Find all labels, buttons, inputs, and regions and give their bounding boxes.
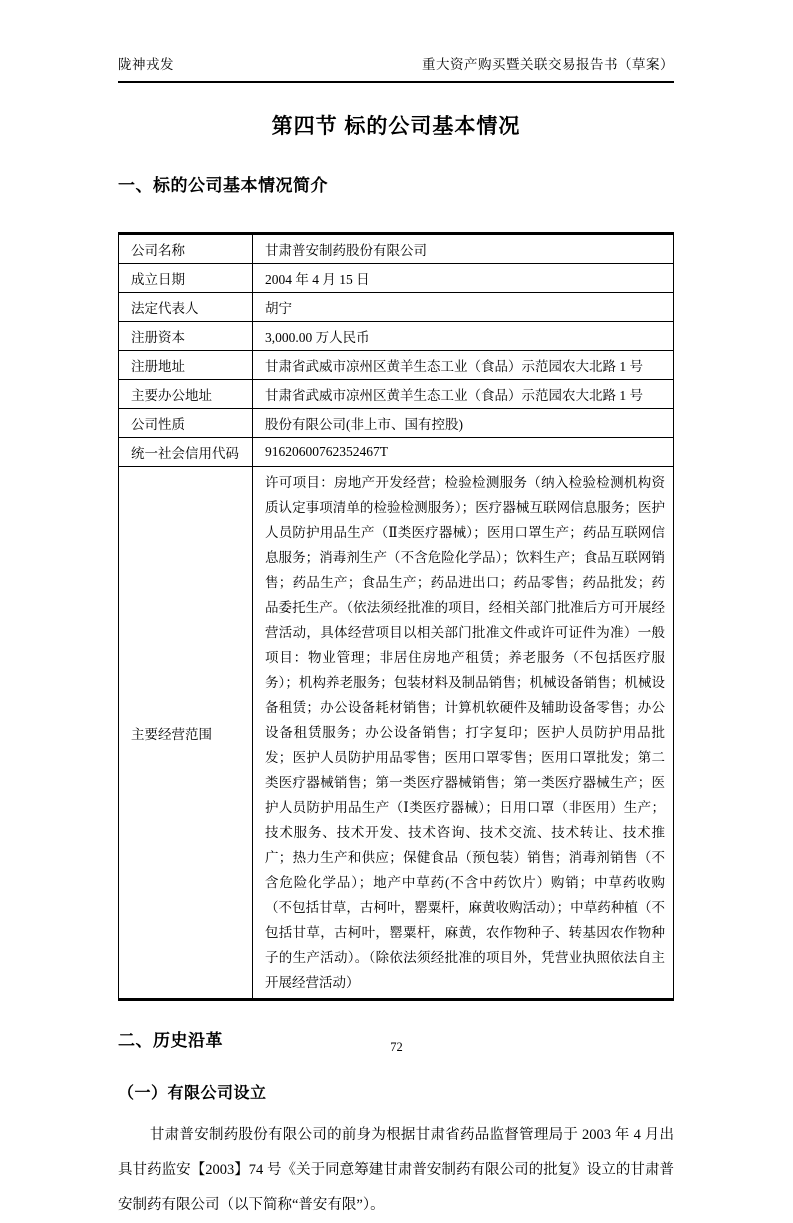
row-value: 2004 年 4 月 15 日 xyxy=(253,264,674,293)
table-row-registered-capital xyxy=(119,322,674,351)
table-row-company-name xyxy=(119,234,674,264)
section-title-basic-info: 一、标的公司基本情况简介 xyxy=(118,176,328,195)
section-title-history: 二、历史沿革 xyxy=(118,1031,223,1050)
table-row-office-address xyxy=(119,380,674,409)
row-value: 股份有限公司(非上市、国有控股) xyxy=(253,409,674,438)
row-label: 公司名称 xyxy=(119,234,253,264)
subsection-title-limited-company: （一）有限公司设立 xyxy=(118,1085,267,1102)
chapter-title: 第四节 标的公司基本情况 xyxy=(271,115,521,138)
row-value: 3,000.00 万人民币 xyxy=(253,322,674,351)
page-number: 72 xyxy=(390,1040,403,1054)
row-value: 甘肃省武威市凉州区黄羊生态工业（食品）示范园农大北路 1 号 xyxy=(253,380,674,409)
row-label: 主要办公地址 xyxy=(119,380,253,409)
row-value: 胡宁 xyxy=(253,293,674,322)
row-value: 许可项目：房地产开发经营；检验检测服务（纳入检验检测机构资质认定事项清单的检验检测服务）；医疗器械互联网信息服务；医护人员防护用品生产（Ⅱ类医疗器械）；医用口罩生产；药品互联网信息服务；消毒剂生产（不含危险化学品）；饮料生产；食品互联网销售；药品生产；食品生产；药品进出口；药品零售；药品批发；药品委托生产。（依法须经批准的项目，经相关部门批准后方可开展经营活动，具体经营项目以相关部门批准文件或许可证件为准）一般项目：物业管理；非居住房地产租赁；养老服务（不包括医疗服务）；机构养老服务；包装材料及制品销售；机械设备销售；机械设备租赁；办公设备耗材销售；计算机软硬件及辅助设备零售；办公设备租赁服务；办公设备销售；打字复印；医护人员防护用品批发；医护人员防护用品零售；医用口罩零售；医用口罩批发；第二类医疗器械销售；第一类医疗器械销售；第一类医疗器械生产；医护人员防护用品生产（Ⅰ类医疗器械）；日用口罩（非医用）生产；技术服务、技术开发、技术咨询、技术交流、技术转让、技术推广；热力生产和供应；保健食品（预包装）销售；消毒剂销售（不含危险化学品）；地产中草药(不含中药饮片）购销；中草药收购（不包括甘草，古柯叶，罂粟杆，麻黄收购活动）；中草药种植（不包括甘草，古柯叶，罂粟杆，麻黄，农作物种子、转基因农作物种子的生产活动）。（除依法须经批准的项目外，凭营业执照依法自主开展经营活动） xyxy=(253,467,674,1000)
row-label: 法定代表人 xyxy=(119,293,253,322)
header-right-text: 重大资产购买暨关联交易报告书（草案） xyxy=(422,57,674,72)
table-row-legal-representative xyxy=(119,293,674,322)
row-value: 91620600762352467T xyxy=(253,438,674,467)
history-paragraph: 甘肃普安制药股份有限公司的前身为根据甘肃省药品监督管理局于 2003 年 4 月出具甘药监安【2003】74 号《关于同意筹建甘肃普安制药有限公司的批复》设立的甘肃普安制药有限公司（以下简称“普安有限”）。 xyxy=(118,1127,674,1213)
page-header xyxy=(118,0,674,83)
company-info-table xyxy=(118,232,674,1001)
row-label: 统一社会信用代码 xyxy=(119,438,253,467)
table-row-company-type xyxy=(119,409,674,438)
row-label: 注册地址 xyxy=(119,351,253,380)
row-value: 甘肃省武威市凉州区黄羊生态工业（食品）示范园农大北路 1 号 xyxy=(253,351,674,380)
row-label: 主要经营范围 xyxy=(119,467,253,1000)
row-label: 成立日期 xyxy=(119,264,253,293)
table-row-founding-date xyxy=(119,264,674,293)
row-label: 注册资本 xyxy=(119,322,253,351)
header-left-text: 陇神戎发 xyxy=(118,57,174,72)
row-value: 甘肃普安制药股份有限公司 xyxy=(253,234,674,264)
table-row-credit-code xyxy=(119,438,674,467)
row-label: 公司性质 xyxy=(119,409,253,438)
table-row-business-scope xyxy=(119,467,674,1000)
table-row-registered-address xyxy=(119,351,674,380)
